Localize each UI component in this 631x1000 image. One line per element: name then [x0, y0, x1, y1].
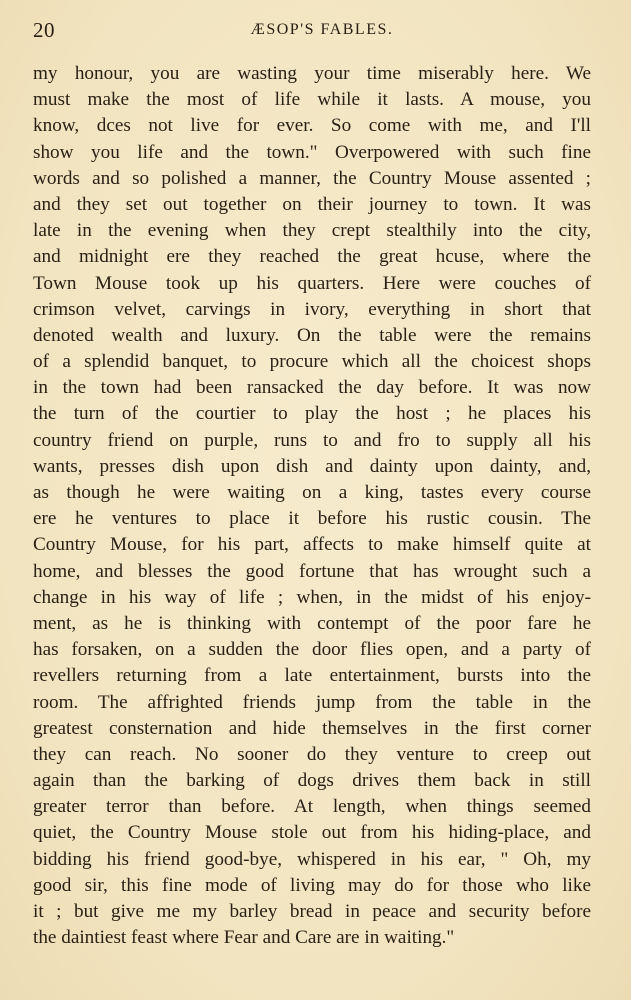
page-header: [33, 18, 591, 44]
text-line: denoted wealth and luxury. On the table were the remains: [33, 324, 591, 346]
text-line: Town Mouse took up his quarters. Here were couches of: [33, 272, 591, 294]
text-line: late in the evening when they crept stealthily into the city,: [33, 220, 591, 242]
text-line: and midnight ere they reached the great hcuse, where the: [33, 246, 591, 268]
text-line: revellers returning from a late entertainment, bursts into the: [33, 665, 591, 687]
text-line: as though he were waiting on a king, tastes every course: [33, 482, 591, 503]
text-line: of a splendid banquet, to procure which all the choicest shops: [33, 351, 591, 373]
text-line: and they set out together on their journey to town. It was: [33, 193, 591, 215]
text-line: ment, as he is thinking with contempt of the poor fare he: [33, 612, 591, 634]
text-line: greater terror than before. At length, when things seemed: [33, 796, 591, 818]
text-line: in the town had been ransacked the day before. It was now: [33, 377, 591, 399]
text-line: bidding his friend good-bye, whispered in his ear, " Oh, my: [33, 848, 591, 870]
text-line: crimson velvet, carvings in ivory, everything in short that: [33, 298, 591, 320]
text-line: it ; but give me my barley bread in peace and security before: [33, 901, 591, 922]
text-line: good sir, this fine mode of living may do for those who like: [33, 874, 591, 896]
text-line: the turn of the courtier to play the host ; he places his: [33, 403, 591, 425]
text-line: has forsaken, on a sudden the door flies open, and a party of: [33, 639, 591, 661]
text-line: know, dces not live for ever. So come with me, and I'll: [33, 115, 591, 137]
text-line: Country Mouse, for his part, affects to make himself quite at: [33, 534, 591, 556]
text-line: words and so polished a manner, the Country Mouse assented ;: [33, 167, 591, 189]
text-line: must make the most of life while it lasts. A mouse, you: [33, 89, 591, 111]
text-line: quiet, the Country Mouse stole out from his hiding-place, and: [33, 822, 591, 844]
text-line: show you life and the town." Overpowered with such fine: [33, 141, 591, 163]
text-line: change in his way of life ; when, in the midst of his enjoy-: [33, 586, 591, 608]
text-line: room. The affrighted friends jump from the table in the: [33, 691, 591, 713]
text-line: the daintiest feast where Fear and Care are in waiting.": [33, 927, 455, 949]
text-line: country friend on purple, runs to and fro to supply all his: [33, 429, 591, 451]
text-line: wants, presses dish upon dish and dainty upon dainty, and,: [33, 455, 591, 477]
text-line: greatest consternation and hide themselves in the first corner: [33, 717, 591, 739]
text-line: ere he ventures to place it before his rustic cousin. The: [33, 508, 591, 530]
fable-text: [33, 61, 591, 951]
text-line: again than the barking of dogs drives them back in still: [33, 770, 591, 792]
text-line: my honour, you are wasting your time miserably here. We: [33, 63, 591, 84]
text-line: they can reach. No sooner do they venture to creep out: [33, 743, 591, 765]
page-number: 20: [33, 18, 55, 42]
running-head: ÆSOP'S FABLES.: [250, 21, 394, 38]
text-line: home, and blesses the good fortune that has wrought such a: [33, 560, 591, 582]
